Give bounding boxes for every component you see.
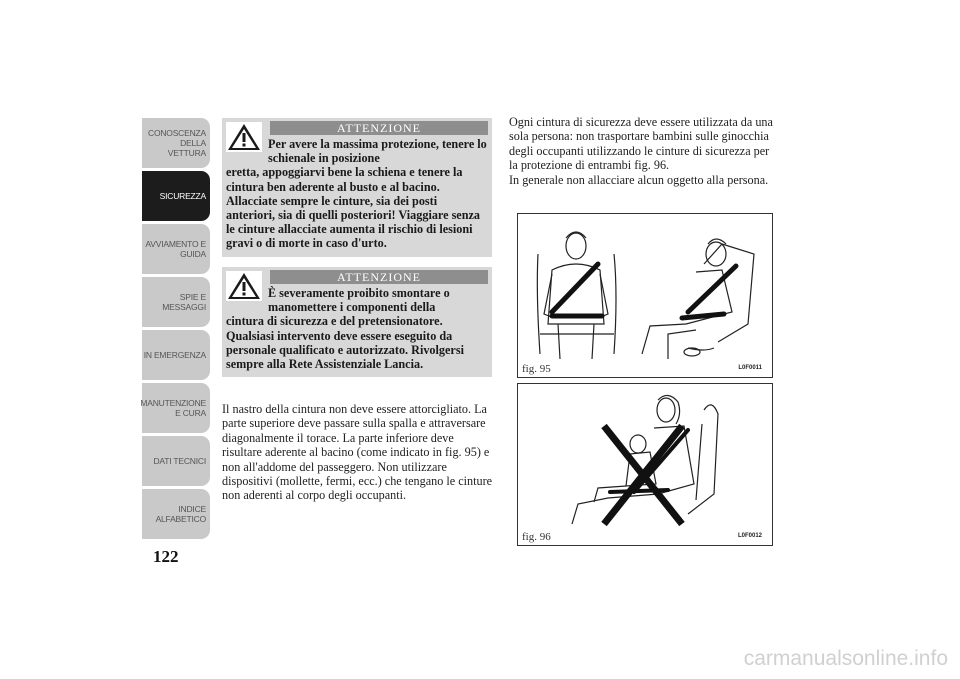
- figure-96: [517, 383, 773, 546]
- figure-code: L0F0011: [738, 365, 762, 371]
- tab-dati-tecnici[interactable]: DATI TECNICI: [142, 436, 210, 486]
- warning-triangle-icon: [226, 271, 262, 301]
- warning-box-1: [222, 118, 492, 257]
- page-number: 122: [153, 547, 179, 566]
- one-person-paragraph: Ogni cintura di sicurezza deve essere utilizzata da una sola persona: non trasportare bambini sulle ginocchia degli occupanti utilizzando le cinture di sicurezza per la protezione di entrambi fig. 96.: [509, 115, 773, 173]
- warning-heading: ATTENZIONE: [270, 121, 488, 135]
- figure-caption: fig. 95: [522, 363, 551, 375]
- no-objects-paragraph: In generale non allacciare alcun oggetto alla persona.: [509, 173, 769, 187]
- tab-manutenzione-e-cura[interactable]: MANUTENZIONE E CURA: [142, 383, 210, 433]
- warning-text: È severamente proibito smontare o manomettere i componenti della cintura di sicurezza e del pretensionatore. Qualsiasi intervento deve essere eseguito da personale qualificato e autorizzato. Rivolgersi sempre alla Rete Assistenziale Lancia.: [226, 286, 464, 372]
- tab-spie-e-messaggi[interactable]: SPIE E MESSAGGI: [142, 277, 210, 327]
- seatbelt-wrong-illustration: [518, 384, 772, 532]
- warning-triangle-icon: [226, 122, 262, 152]
- warning-heading: ATTENZIONE: [270, 270, 488, 284]
- figure-caption: fig. 96: [522, 531, 551, 543]
- tab-sicurezza[interactable]: SICUREZZA: [142, 171, 210, 221]
- tab-avviamento-e-guida[interactable]: AVVIAMENTO E GUIDA: [142, 224, 210, 274]
- seatbelt-correct-illustration: [518, 214, 772, 364]
- tab-conoscenza-della-vettura[interactable]: CONOSCENZA DELLA VETTURA: [142, 118, 210, 168]
- warning-text: Per avere la massima protezione, tenere lo schienale in posizione eretta, appoggiarvi bene la schiena e tenere la cintura ben aderente al busto e al bacino. Allacciate sempre le cinture, sia dei posti anteriori, sia di quelli posteriori! Viaggiare senza le cinture allacciate aumenta il rischio di lesioni gravi o di morte in caso d'urto.: [226, 137, 487, 251]
- figure-95: [517, 213, 773, 378]
- belt-instructions-paragraph: Il nastro della cintura non deve essere attorcigliato. La parte superiore deve passare sulla spalla e attraversare diagonalmente il torace. La parte inferiore deve risultare aderente al bacino (come indicato in fig. 95) e non all'addome del passeggero. Non utilizzare dispositivi (mollette, fermi, ecc.) che tengano le cinture non aderenti al corpo degli occupanti.: [222, 402, 493, 503]
- figure-code: L0F0012: [737, 533, 762, 539]
- warning-box-2: [222, 267, 492, 377]
- tab-indice-alfabetico[interactable]: INDICE ALFABETICO: [142, 489, 210, 539]
- tab-in-emergenza[interactable]: IN EMERGENZA: [142, 330, 210, 380]
- watermark: carmanualsonline.info: [743, 647, 948, 670]
